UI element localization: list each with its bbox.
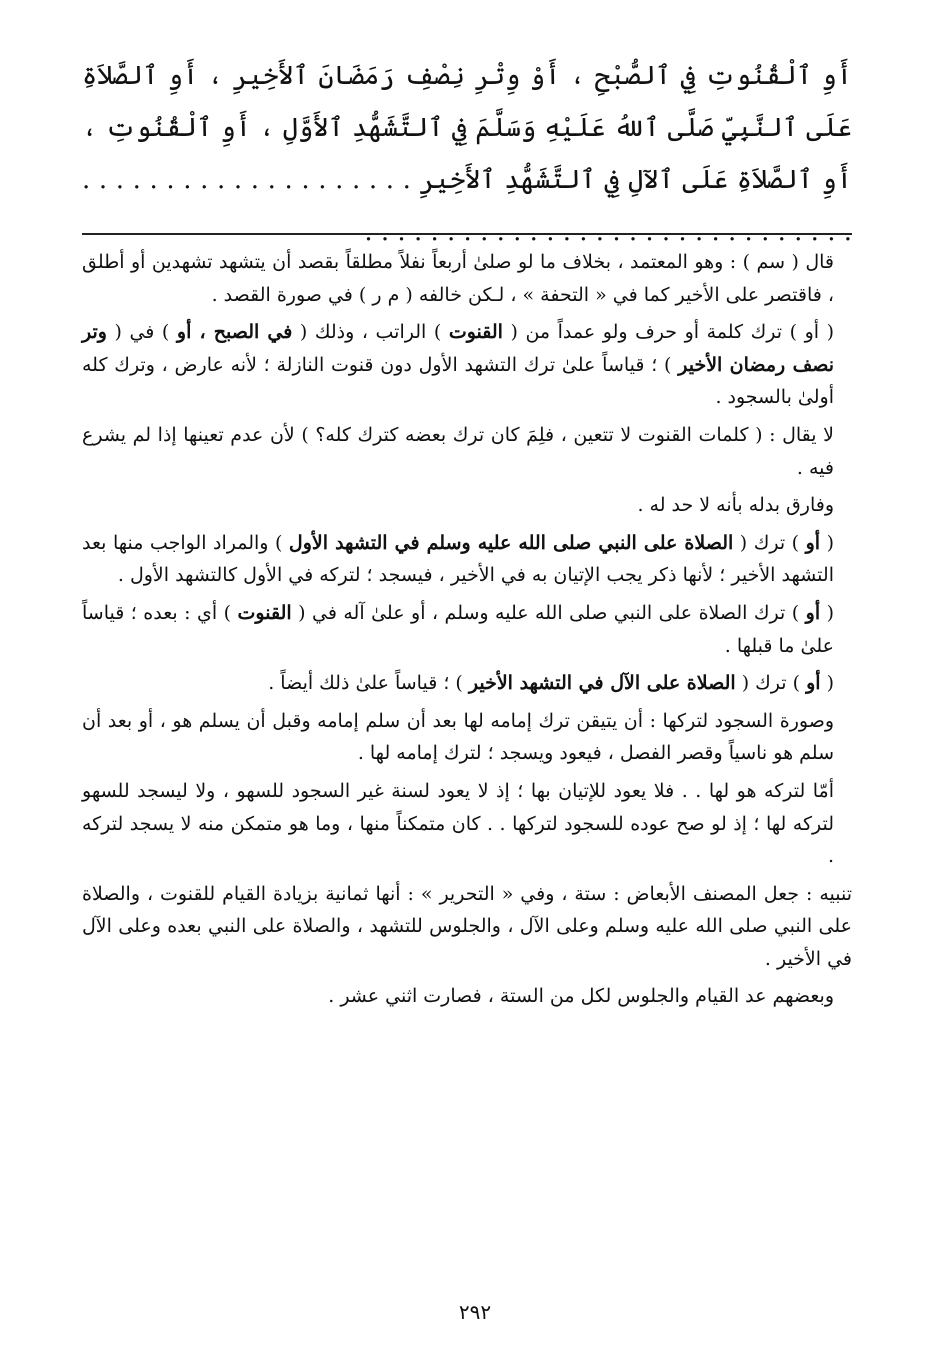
main-text-dots: . . . . . . . . . . . . . . . . . . . . . . . . . . . . . . . . . . . . . . . . . . . . . . . . . xyxy=(82,165,852,247)
main-text-body: أَوِ ٱلْقُنُوتِ فِي ٱلصُّبْحِ ، أَوْ وِتْرِ نِصْفِ رَمَضَانَ ٱلأَخِيرِ ، أَوِ ٱلصَّلاَةِ عَلَى ٱلنَّبِيِّ صَلَّى ٱللهُ عَلَيْهِ وَسَلَّمَ فِي ٱلتَّشَهُّدِ ٱلأَوَّلِ ، أَوِ ٱلْقُنُوتِ ، أَوِ ٱلصَّلاَةِ عَلَى ٱلآلِ فِي ٱلتَّشَهُّدِ ٱلأَخِيرِ . xyxy=(82,61,852,195)
commentary-paragraph: ( أو ) ترك ( الصلاة على الآل في التشهد الأخير ) ؛ قياساً علىٰ ذلك أيضاً . xyxy=(268,672,834,695)
commentary-paragraph: ( أو ) ترك الصلاة على النبي صلى الله عليه وسلم ، أو علىٰ آله في ( القنوت ) أي : بعده ؛ قياساً علىٰ ما قبلها . xyxy=(82,601,835,657)
commentary-paragraph: قال ( سم ) : وهو المعتمد ، بخلاف ما لو صلىٰ أربعاً نفلاً مطلقاً بقصد أن يتشهد تشهدين أو أطلق ، فاقتصر على الأخير كما في « التحفة » ، لـكن خالفه ( م ر ) في صورة القصد . xyxy=(82,251,834,306)
main-text xyxy=(82,50,852,258)
commentary-paragraph: ( أو ) ترك ( الصلاة على النبي صلى الله عليه وسلم في التشهد الأول ) والمراد الواجب منها بعد التشهد الأخير ؛ لأنها ذكر يجب الإتيان به في الأخير ، فيسجد ؛ لتركه في الأول كالتشهد الأول . xyxy=(82,531,834,587)
commentary-paragraph: ( أو ) ترك كلمة أو حرف ولو عمداً من ( القنوت ) الراتب ، وذلك ( في الصبح ، أو ) في ( وتر نصف رمضان الأخير ) ؛ قياساً علىٰ ترك التشهد الأول دون قنوت النازلة ؛ لأنه عارض ، وترك كله أولىٰ بالسجود . xyxy=(82,321,835,409)
commentary-paragraph: وصورة السجود لتركها : أن يتيقن ترك إمامه لها بعد أن سلم إمامه وقبل أن يسلم هو ، أو بعد أن سلم هو ناسياً وقصر الفصل ، فيعود ويسجد ؛ لترك إمامه لها . xyxy=(82,709,834,765)
separator-line xyxy=(82,233,852,235)
commentary-paragraph: وبعضهم عد القيام والجلوس لكل من الستة ، فصارت اثني عشر . xyxy=(328,985,834,1008)
commentary-paragraph: وفارق بدله بأنه لا حد له . xyxy=(637,494,834,517)
page-number: ٢٩٢ xyxy=(458,1300,492,1324)
commentary-paragraph: لا يقال : ( كلمات القنوت لا تتعين ، فلِمَ كان ترك بعضه كترك كله؟ ) لأن عدم تعينها إذا لم يشرع فيه . xyxy=(82,423,834,479)
commentary xyxy=(82,246,852,1018)
commentary-paragraph: تنبيه : جعل المصنف الأبعاض : ستة ، وفي « التحرير » : أنها ثمانية بزيادة القيام للقنوت ، والصلاة على النبي صلى الله عليه وسلم وعلى الآل ، والجلوس للتشهد ، والصلاة على النبي بعده وعلى الآل في الأخير . xyxy=(82,882,852,970)
commentary-paragraph: أمّا لتركه هو لها . . فلا يعود للإتيان بها ؛ إذ لا يعود لسنة غير السجود للسهو ، ولا ليسجد للسهو لتركه لها ؛ إذ لو صح عوده للسجود لتركها . . كان متمكناً منها ، وما هو متمكن منه لا يسجد لتركه . xyxy=(82,779,834,868)
